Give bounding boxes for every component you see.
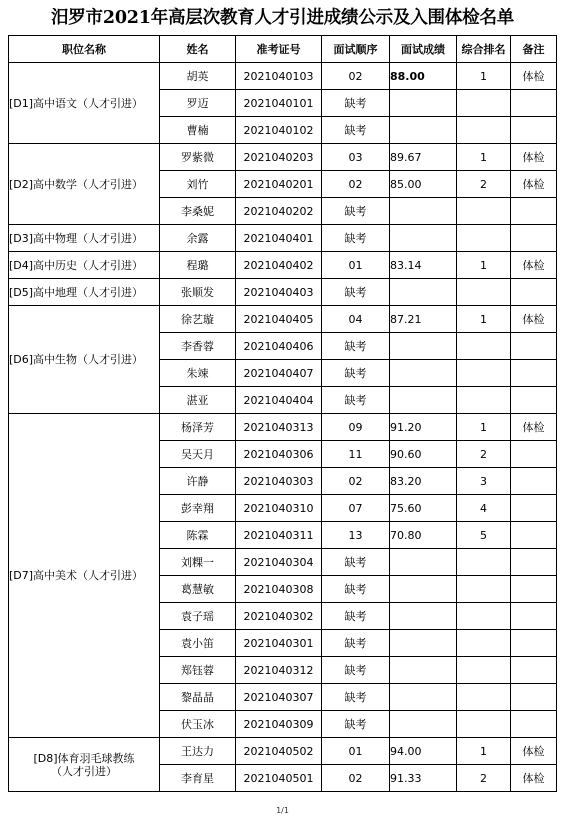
rank-cell: 1: [457, 252, 511, 279]
name-cell: 许静: [160, 468, 236, 495]
rank-cell: [457, 603, 511, 630]
name-cell: 刘粿一: [160, 549, 236, 576]
exam-id-cell: 2021040203: [236, 144, 322, 171]
rank-cell: 5: [457, 522, 511, 549]
note-cell: [511, 441, 557, 468]
note-cell: [511, 603, 557, 630]
order-cell: 01: [322, 252, 390, 279]
order-cell: 缺考: [322, 684, 390, 711]
rank-cell: [457, 630, 511, 657]
note-cell: [511, 387, 557, 414]
position-cell: [D6]高中生物（人才引进）: [9, 306, 160, 414]
order-cell: 缺考: [322, 117, 390, 144]
score-cell: [390, 684, 457, 711]
rank-cell: 1: [457, 306, 511, 333]
rank-cell: [457, 90, 511, 117]
note-cell: [511, 468, 557, 495]
name-cell: 罗迈: [160, 90, 236, 117]
rank-cell: 2: [457, 765, 511, 792]
exam-id-cell: 2021040402: [236, 252, 322, 279]
note-cell: [511, 657, 557, 684]
header-exam-id: 准考证号: [236, 36, 322, 63]
score-cell: 89.67: [390, 144, 457, 171]
note-cell: 体检: [511, 765, 557, 792]
order-cell: 03: [322, 144, 390, 171]
exam-id-cell: 2021040403: [236, 279, 322, 306]
note-cell: [511, 90, 557, 117]
order-cell: 缺考: [322, 603, 390, 630]
order-cell: 04: [322, 306, 390, 333]
table-row: [9, 414, 557, 441]
note-cell: [511, 522, 557, 549]
position-cell: [D3]高中物理（人才引进）: [9, 225, 160, 252]
rank-cell: [457, 117, 511, 144]
table-row: [9, 279, 557, 306]
note-cell: 体检: [511, 306, 557, 333]
note-cell: [511, 279, 557, 306]
rank-cell: 1: [457, 63, 511, 90]
exam-id-cell: 2021040102: [236, 117, 322, 144]
exam-id-cell: 2021040406: [236, 333, 322, 360]
score-cell: [390, 90, 457, 117]
order-cell: 缺考: [322, 360, 390, 387]
note-cell: 体检: [511, 171, 557, 198]
order-cell: 缺考: [322, 549, 390, 576]
position-cell: [D2]高中数学（人才引进）: [9, 144, 160, 225]
note-cell: 体检: [511, 252, 557, 279]
exam-id-cell: 2021040202: [236, 198, 322, 225]
name-cell: 葛慧敏: [160, 576, 236, 603]
exam-id-cell: 2021040101: [236, 90, 322, 117]
table-row: [9, 738, 557, 765]
page-title: 汨罗市2021年高层次教育人才引进成绩公示及入围体检名单: [50, 8, 515, 28]
score-cell: [390, 333, 457, 360]
rank-cell: [457, 387, 511, 414]
name-cell: 黎晶晶: [160, 684, 236, 711]
name-cell: 李育星: [160, 765, 236, 792]
name-cell: 朱竦: [160, 360, 236, 387]
order-cell: 缺考: [322, 387, 390, 414]
order-cell: 缺考: [322, 576, 390, 603]
note-cell: [511, 684, 557, 711]
note-cell: [511, 630, 557, 657]
exam-id-cell: 2021040310: [236, 495, 322, 522]
name-cell: 彭幸翔: [160, 495, 236, 522]
rank-cell: [457, 279, 511, 306]
order-cell: 缺考: [322, 198, 390, 225]
rank-cell: [457, 549, 511, 576]
exam-id-cell: 2021040304: [236, 549, 322, 576]
order-cell: 02: [322, 63, 390, 90]
note-cell: [511, 576, 557, 603]
rank-cell: 1: [457, 144, 511, 171]
table-row: [9, 144, 557, 171]
name-cell: 程璐: [160, 252, 236, 279]
order-cell: 07: [322, 495, 390, 522]
note-cell: [511, 495, 557, 522]
table-row: [9, 252, 557, 279]
header-note: 备注: [511, 36, 557, 63]
order-cell: 缺考: [322, 657, 390, 684]
rank-cell: 2: [457, 441, 511, 468]
order-cell: 13: [322, 522, 390, 549]
table-body: [9, 63, 557, 792]
header-score: 面试成绩: [390, 36, 457, 63]
exam-id-cell: 2021040301: [236, 630, 322, 657]
exam-id-cell: 2021040501: [236, 765, 322, 792]
name-cell: 刘竹: [160, 171, 236, 198]
score-cell: [390, 603, 457, 630]
order-cell: 02: [322, 468, 390, 495]
order-cell: 02: [322, 765, 390, 792]
score-cell: [390, 657, 457, 684]
table-row: [9, 63, 557, 90]
order-cell: 02: [322, 171, 390, 198]
name-cell: 曹楠: [160, 117, 236, 144]
position-cell: [D7]高中美术（人才引进）: [9, 414, 160, 738]
note-cell: [511, 117, 557, 144]
rank-cell: [457, 225, 511, 252]
position-cell: [D8]体育羽毛球教练（人才引进）: [9, 738, 160, 792]
rank-cell: [457, 657, 511, 684]
rank-cell: [457, 360, 511, 387]
header-position: 职位名称: [9, 36, 160, 63]
position-cell: [D5]高中地理（人才引进）: [9, 279, 160, 306]
exam-id-cell: 2021040103: [236, 63, 322, 90]
exam-id-cell: 2021040309: [236, 711, 322, 738]
rank-cell: [457, 684, 511, 711]
score-cell: [390, 630, 457, 657]
name-cell: 罗紫微: [160, 144, 236, 171]
note-cell: [511, 225, 557, 252]
order-cell: 缺考: [322, 630, 390, 657]
exam-id-cell: 2021040306: [236, 441, 322, 468]
order-cell: 缺考: [322, 279, 390, 306]
score-cell: [390, 279, 457, 306]
name-cell: 伏玉冰: [160, 711, 236, 738]
exam-id-cell: 2021040308: [236, 576, 322, 603]
name-cell: 张顺发: [160, 279, 236, 306]
name-cell: 袁小笛: [160, 630, 236, 657]
table-row: [9, 225, 557, 252]
score-cell: [390, 198, 457, 225]
score-cell: 88.00: [390, 63, 457, 90]
exam-id-cell: 2021040407: [236, 360, 322, 387]
order-cell: 01: [322, 738, 390, 765]
score-cell: 83.14: [390, 252, 457, 279]
exam-id-cell: 2021040312: [236, 657, 322, 684]
score-cell: [390, 225, 457, 252]
note-cell: [511, 333, 557, 360]
table-header-row: [9, 36, 557, 63]
note-cell: 体检: [511, 144, 557, 171]
rank-cell: 4: [457, 495, 511, 522]
note-cell: [511, 360, 557, 387]
order-cell: 11: [322, 441, 390, 468]
name-cell: 袁子瑶: [160, 603, 236, 630]
page-number: 1/1: [276, 806, 289, 815]
note-cell: [511, 198, 557, 225]
exam-id-cell: 2021040303: [236, 468, 322, 495]
score-cell: 91.20: [390, 414, 457, 441]
order-cell: 09: [322, 414, 390, 441]
score-cell: [390, 576, 457, 603]
score-cell: [390, 387, 457, 414]
score-cell: [390, 117, 457, 144]
exam-id-cell: 2021040311: [236, 522, 322, 549]
name-cell: 杨泽芳: [160, 414, 236, 441]
exam-id-cell: 2021040307: [236, 684, 322, 711]
name-cell: 吴天月: [160, 441, 236, 468]
score-cell: [390, 549, 457, 576]
rank-cell: 2: [457, 171, 511, 198]
order-cell: 缺考: [322, 225, 390, 252]
score-cell: 83.20: [390, 468, 457, 495]
rank-cell: [457, 711, 511, 738]
exam-id-cell: 2021040405: [236, 306, 322, 333]
header-name: 姓名: [160, 36, 236, 63]
header-rank: 综合排名: [457, 36, 511, 63]
rank-cell: [457, 198, 511, 225]
exam-id-cell: 2021040302: [236, 603, 322, 630]
score-cell: 70.80: [390, 522, 457, 549]
exam-id-cell: 2021040502: [236, 738, 322, 765]
order-cell: 缺考: [322, 711, 390, 738]
name-cell: 胡英: [160, 63, 236, 90]
score-cell: 75.60: [390, 495, 457, 522]
name-cell: 徐艺璇: [160, 306, 236, 333]
name-cell: 郑钰蓉: [160, 657, 236, 684]
order-cell: 缺考: [322, 90, 390, 117]
exam-id-cell: 2021040313: [236, 414, 322, 441]
score-cell: 90.60: [390, 441, 457, 468]
rank-cell: [457, 333, 511, 360]
rank-cell: 1: [457, 414, 511, 441]
note-cell: [511, 711, 557, 738]
name-cell: 王达力: [160, 738, 236, 765]
rank-cell: [457, 576, 511, 603]
exam-id-cell: 2021040404: [236, 387, 322, 414]
order-cell: 缺考: [322, 333, 390, 360]
note-cell: 体检: [511, 738, 557, 765]
exam-id-cell: 2021040201: [236, 171, 322, 198]
score-cell: 85.00: [390, 171, 457, 198]
name-cell: 余露: [160, 225, 236, 252]
header-order: 面试顺序: [322, 36, 390, 63]
name-cell: 李香蓉: [160, 333, 236, 360]
rank-cell: 3: [457, 468, 511, 495]
exam-id-cell: 2021040401: [236, 225, 322, 252]
name-cell: 湛亚: [160, 387, 236, 414]
note-cell: [511, 549, 557, 576]
results-table: [8, 35, 557, 792]
note-cell: 体检: [511, 414, 557, 441]
rank-cell: 1: [457, 738, 511, 765]
score-cell: 91.33: [390, 765, 457, 792]
name-cell: 李桑妮: [160, 198, 236, 225]
score-cell: 87.21: [390, 306, 457, 333]
position-cell: [D4]高中历史（人才引进）: [9, 252, 160, 279]
note-cell: 体检: [511, 63, 557, 90]
position-cell: [D1]高中语文（人才引进）: [9, 63, 160, 144]
score-cell: 94.00: [390, 738, 457, 765]
score-cell: [390, 711, 457, 738]
name-cell: 陈霖: [160, 522, 236, 549]
score-cell: [390, 360, 457, 387]
table-row: [9, 306, 557, 333]
